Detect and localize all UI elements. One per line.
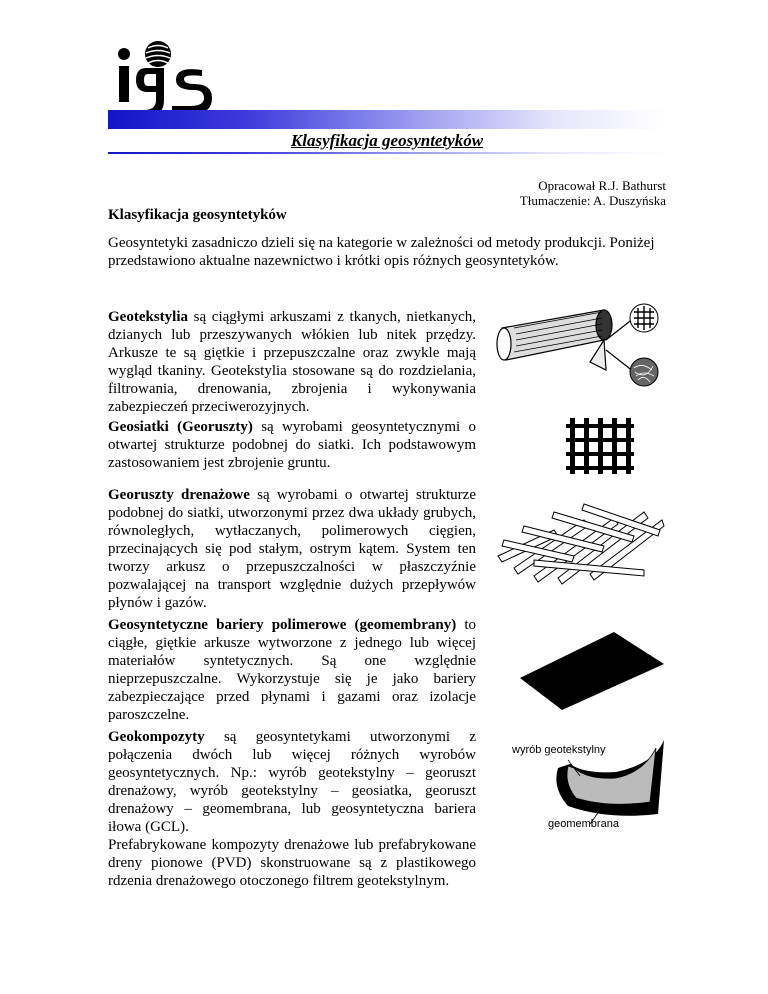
geocomposites-paragraph [108,728,476,890]
geonet-illustration [494,490,666,588]
author-line: Opracował R.J. Bathurst [538,178,666,193]
translator-line: Tłumaczenie: A. Duszyńska [519,193,666,208]
geogrids-text: są wyrobami geosyntetycznymi o otwartej strukturze podobnej do siatki. Ich podstawowym zastosowaniem jest zbrojenie gruntu. [108,419,476,471]
page-title: Klasyfikacja geosyntetyków [290,131,484,150]
term-geonets: Georuszty drenażowe [108,487,250,503]
geonets-text: są wyrobami o otwartej strukturze podobnej do siatki, utworzonymi przez dwa układy grubych, równoległych, wytłaczanych, polimerowych cięgien, przecinających się pod stałym, ostrym kątem. System ten tworzy arkusz o przepuszczalności w płaszczyźnie pozwalającej na transport względnie dużych przepływów płynów i gazów. [108,487,476,611]
geotextiles-text: są ciągłymi arkuszami z tkanych, nietkanych, dzianych lub przeszywanych włókien lub nitek przędzy. Arkusze te są giętkie i przepuszczalne oraz zwykle mają wygląd tkaniny. Geotekstylia stosowane są do rozdzielania, filtrowania, drenowania, zbrojenia i wykonywania zabezpieczeń przeciwerozyjnych. [108,309,476,415]
geomembranes-text: to ciągłe, giętkie arkusze wytworzone z jednego lub więcej materiałów syntetycznych. Są one względnie nieprzepuszczalne. Wykorzystuje się je jako bariery zabezpieczające przed płynami i gazami oraz izolacje paroszczelne. [108,617,477,723]
term-geocomposites: Geokompozyty [108,729,205,745]
geomembranes-paragraph [108,616,476,724]
geogrid-illustration [566,418,634,474]
intro-paragraph: Geosyntetyki zasadniczo dzieli się na kategorie w zależności od metody produkcji. Poniżej przedstawiono aktualne nazewnictwo i krótki opis różnych geosyntetyków. [108,235,655,269]
term-geotextiles: Geotekstylia [108,309,188,325]
pvd-text: Prefabrykowane kompozyty drenażowe lub prefabrykowane dreny pionowe (PVD) skonstruowane są z plastikowego rdzenia drenażowego otoczonego filtrem geotekstylnym. [108,837,476,889]
term-geomembranes: Geosyntetyczne bariery polimerowe (geomembrany) [108,617,457,633]
igs-logo [106,38,216,120]
section-heading: Klasyfikacja geosyntetyków [108,207,287,223]
geotextiles-paragraph [108,308,476,416]
label-geotextile-layer: wyrób geotekstylny [512,744,606,756]
geotextile-roll-illustration [494,300,664,400]
geomembrane-illustration [520,628,666,712]
geocomposites-text: są geosyntetykami utworzonymi z połączenia dwóch lub więcej różnych wyrobów geosyntetycznych. Np.: wyrób geotekstylny – georuszt drenażowy, wyrób geotekstylny – geosiatka, georuszt drenażowy – geomembrana, lub geosyntetyczna bariera iłowa (GCL). [108,729,476,835]
term-geogrids: Geosiatki (Georuszty) [108,419,253,435]
label-geomembrane-layer: geomembrana [548,818,619,830]
geonets-paragraph [108,486,476,612]
geogrids-paragraph [108,418,476,472]
